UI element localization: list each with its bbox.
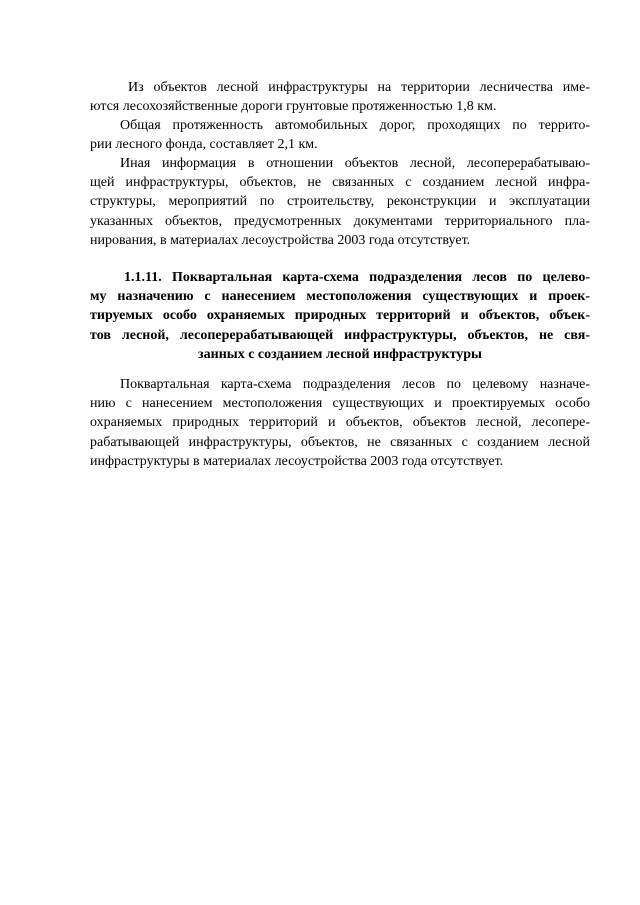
paragraph-forest-roads: [90, 78, 590, 116]
paragraph-other-info: [90, 154, 590, 250]
text-line: Из объектов лесной инфраструктуры на территории лесничества име-: [128, 80, 590, 95]
heading-line: 1.1.11. Поквартальная карта-схема подразделения лесов по целево-: [124, 270, 590, 285]
heading-line: тируемых особо охраняемых природных территорий и объектов, объек-: [90, 308, 590, 324]
text-line: щей инфраструктуры, объектов, не связанных с созданием лесной инфра-: [90, 175, 590, 191]
text-line: структуры, мероприятий по строительству, реконструкции и эксплуатации: [90, 194, 590, 210]
paragraph-road-length: [90, 116, 590, 154]
text-line: охраняемых природных территорий и объектов, объектов лесной, лесопере-: [90, 415, 590, 431]
heading-line: занных с созданием лесной инфраструктуры: [198, 346, 482, 362]
text-line: Общая протяженность автомобильных дорог, проходящих по террито-: [120, 118, 590, 133]
text-line: инфраструктуры в материалах лесоустройства 2003 года отсутствует.: [90, 453, 504, 469]
heading-line: му назначению с нанесением местоположения существующих и проек-: [90, 289, 590, 305]
text-line: Иная информация в отношении объектов лесной, лесоперерабатываю-: [120, 156, 590, 171]
text-line: ются лесохозяйственные дороги грунтовые протяженностью 1,8 км.: [90, 99, 497, 115]
heading-line: тов лесной, лесоперерабатывающей инфраструктуры, объектов, не свя-: [90, 327, 590, 343]
text-line: Поквартальная карта-схема подразделения лесов по целевому назначе-: [120, 377, 590, 392]
text-line: нирования, в материалах лесоустройства 2003 года отсутствует.: [90, 232, 471, 248]
text-line: нию с нанесением местоположения существующих и проектируемых особо: [90, 396, 590, 412]
text-line: указанных объектов, предусмотренных документами территориального пла-: [90, 213, 590, 229]
section-heading: [90, 268, 590, 364]
paragraph-map-scheme: [90, 375, 590, 471]
text-line: рии лесного фонда, составляет 2,1 км.: [90, 137, 318, 153]
text-line: рабатывающей инфраструктуры, объектов, не связанных с созданием лесной: [90, 434, 590, 450]
